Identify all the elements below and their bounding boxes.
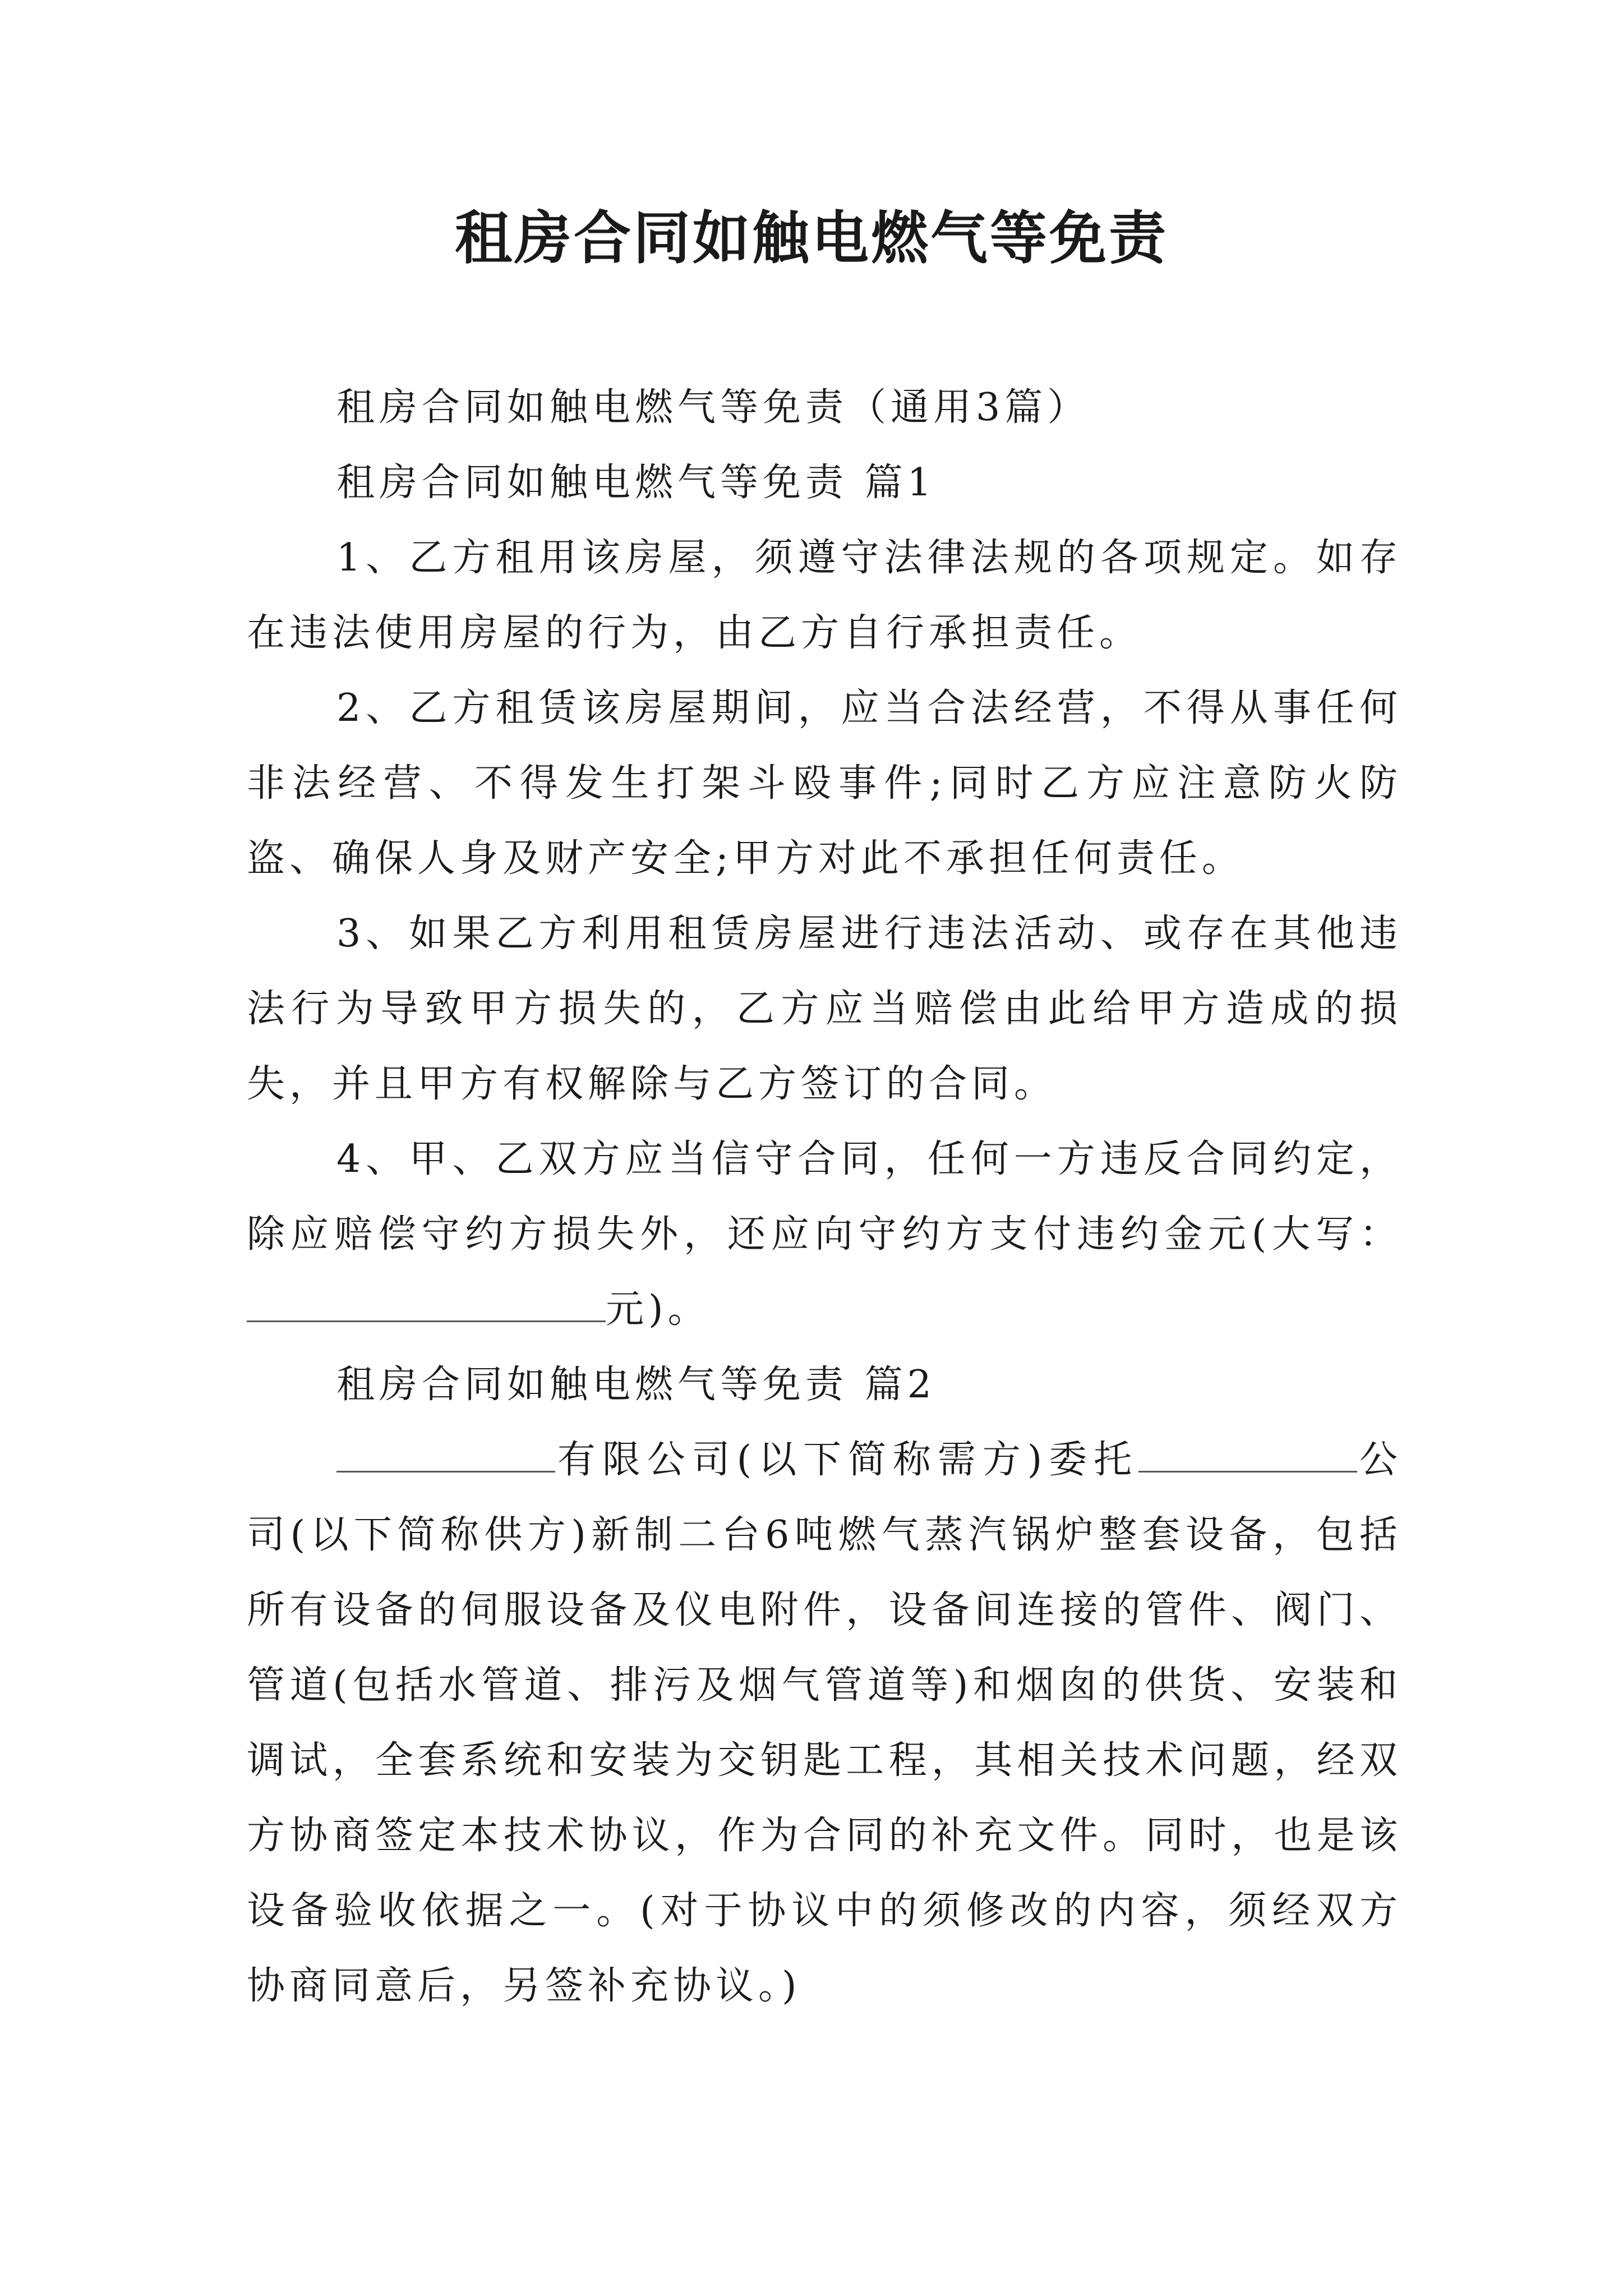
clause-4 — [247, 1122, 1402, 1347]
amount-blank — [247, 1281, 606, 1322]
buyer-company-blank — [336, 1432, 555, 1473]
document-title: 租房合同如触电燃气等免责 — [455, 205, 1168, 272]
section-1-heading: 租房合同如触电燃气等免责 篇1 — [336, 461, 936, 505]
document-subtitle: 租房合同如触电燃气等免责（通用3篇） — [336, 385, 1090, 430]
document-body — [247, 370, 1402, 2024]
section-2-text-a: 有限公司(以下简称需方)委托 — [555, 1438, 1139, 1482]
supplier-company-blank — [1138, 1432, 1357, 1473]
clause-2: 2、乙方租赁该房屋期间，应当合法经营，不得从事任何非法经营、不得发生打架斗殴事件;同时乙方应注意防火防盗、确保人身及财产安全;甲方对此不承担任何责任。 — [247, 686, 1402, 881]
clause-4-text: 4、甲、乙双方应当信守合同，任何一方违反合同约定，除应赔偿守约方损失外，还应向守约方支付违约金元(大写： — [247, 1137, 1402, 1257]
clause-4-end: 元)。 — [606, 1287, 711, 1332]
clause-3: 3、如果乙方利用租赁房屋进行违法活动、或存在其他违法行为导致甲方损失的，乙方应当赔偿由此给甲方造成的损失，并且甲方有权解除与乙方签订的合同。 — [247, 912, 1402, 1106]
section-2-heading: 租房合同如触电燃气等免责 篇2 — [336, 1363, 936, 1407]
section-2-text-b: 公司(以下简称供方)新制二台6吨燃气蒸汽锅炉整套设备，包括所有设备的伺服设备及仪电附件，设备间连接的管件、阀门、管道(包括水管道、排污及烟气管道等)和烟囱的供货、安装和调试，全套系统和安装为交钥匙工程，其相关技术问题，经双方协商签定本技术协议，作为合同的补充文件。同时，也是该设备验收依据之一。(对于协议中的须修改的内容，须经双方协商同意后，另签补充协议。) — [247, 1438, 1402, 2008]
clause-1: 1、乙方租用该房屋，须遵守法律法规的各项规定。如存在违法使用房屋的行为，由乙方自行承担责任。 — [247, 536, 1402, 655]
section-2-paragraph — [247, 1423, 1402, 2024]
